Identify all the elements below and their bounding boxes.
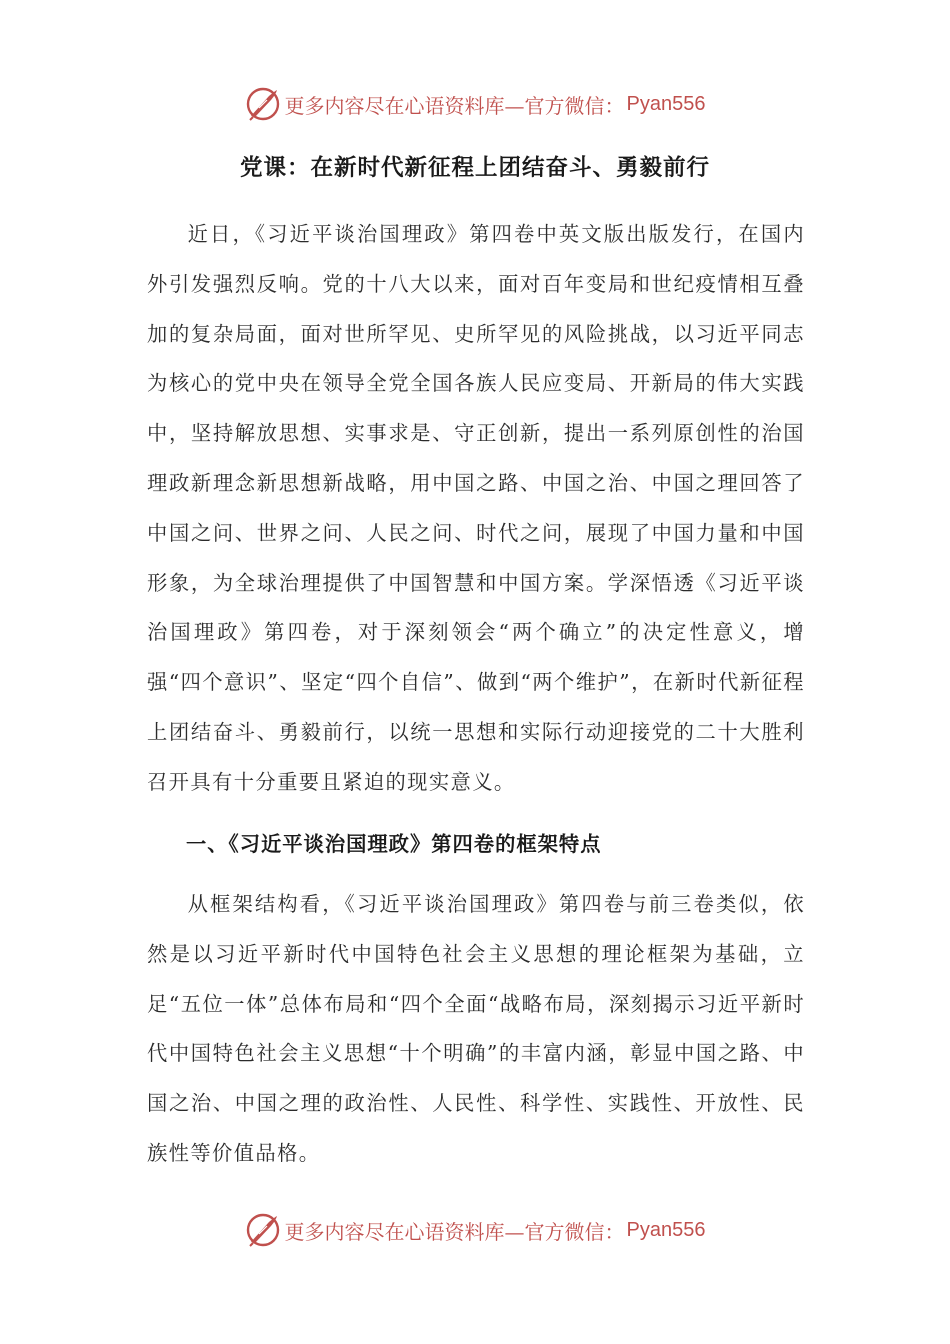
footer-watermark-banner [0, 1208, 950, 1252]
section-heading: 一、《习近平谈治国理政》第四卷的框架特点 [186, 832, 602, 856]
banner-wechat-id: Pyan556 [626, 92, 706, 115]
quill-logo-icon [245, 86, 281, 122]
framework-paragraph: 从框架结构看，《习近平谈治国理政》第四卷与前三卷类似，依然是以习近平新时代中国特色社会主义思想的理论框架为基础，立足“五位一体”总体布局和“四个全面“战略布局，深刻揭示习近平新时代中国特色社会主义思想“十个明确”的丰富内涵，彰显中国之路、中国之治、中国之理的政治性、人民性、科学性、实践性、开放性、民族性等价值品格。 [147, 892, 805, 1165]
header-watermark-banner [0, 82, 950, 126]
document-title: 党课：在新时代新征程上团结奋斗、勇毅前行 [239, 155, 710, 181]
intro-paragraph: 近日，《习近平谈治国理政》第四卷中英文版出版发行，在国内外引发强烈反响。党的十八大以来，面对百年变局和世纪疫情相互叠加的复杂局面，面对世所罕见、史所罕见的风险挑战，以习近平同志为核心的党中央在领导全党全国各族人民应变局、开新局的伟大实践中，坚持解放思想、实事求是、守正创新，提出一系列原创性的治国理政新理念新思想新战略，用中国之路、中国之治、中国之理回答了中国之问、世界之问、人民之问、时代之问，展现了中国力量和中国形象，为全球治理提供了中国智慧和中国方案。学深悟透《习近平谈治国理政》第四卷，对于深刻领会“两个确立”的决定性意义，增强“四个意识”、坚定“四个自信”、做到“两个维护”，在新时代新征程上团结奋斗、勇毅前行，以统一思想和实际行动迎接党的二十大胜利召开具有十分重要且紧迫的现实意义。 [147, 222, 805, 794]
banner-wechat-id: Pyan556 [626, 1218, 706, 1241]
quill-logo-icon [245, 1212, 281, 1248]
banner-text: 更多内容尽在心语资料库—官方微信： [284, 1219, 625, 1244]
banner-text: 更多内容尽在心语资料库—官方微信： [284, 93, 625, 118]
